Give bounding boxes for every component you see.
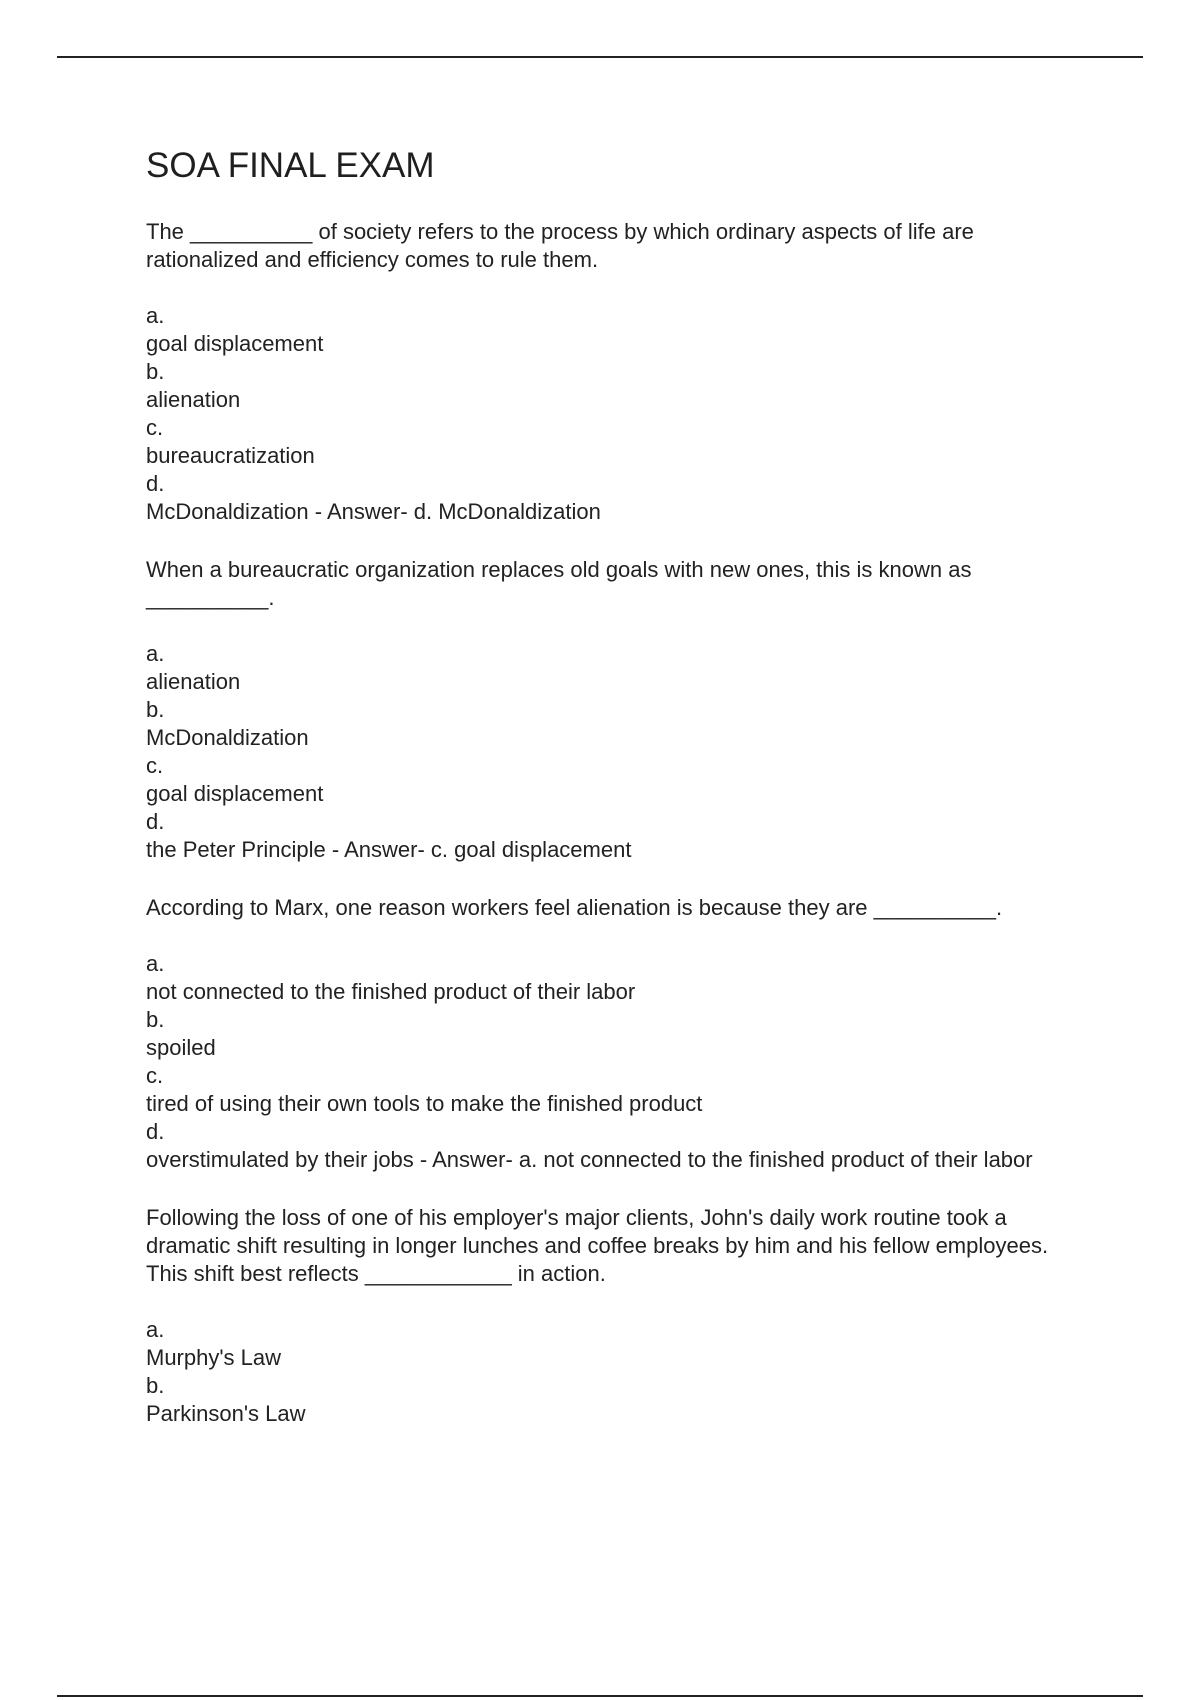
bottom-rule bbox=[57, 1695, 1143, 1697]
option-letter: d. bbox=[146, 471, 165, 496]
option-letter: d. bbox=[146, 809, 165, 834]
question-stem: Following the loss of one of his employer's major clients, John's daily work routine took a dramatic shift resulting in longer lunches and coffee breaks by him and his fellow employees. This shift best reflects ____________ in action. bbox=[146, 1205, 1049, 1286]
option-text: bureaucratization bbox=[146, 443, 315, 468]
option-text: Murphy's Law bbox=[146, 1345, 282, 1370]
option-letter: a. bbox=[146, 1317, 165, 1342]
option-text: alienation bbox=[146, 387, 241, 412]
option-letter: c. bbox=[146, 753, 164, 778]
option-letter: b. bbox=[146, 359, 165, 384]
question-1 bbox=[146, 218, 1091, 526]
option-letter: d. bbox=[146, 1119, 165, 1144]
option-text: goal displacement bbox=[146, 781, 324, 806]
page-title: SOA FINAL EXAM bbox=[146, 146, 435, 185]
option-text: Parkinson's Law bbox=[146, 1401, 306, 1426]
option-text: goal displacement bbox=[146, 331, 324, 356]
question-stem: According to Marx, one reason workers feel alienation is because they are __________. bbox=[146, 895, 1003, 920]
top-rule bbox=[57, 56, 1143, 58]
question-4 bbox=[146, 1204, 1091, 1428]
question-stem: When a bureaucratic organization replaces old goals with new ones, this is known as __________. bbox=[146, 557, 972, 610]
question-2 bbox=[146, 556, 1091, 864]
option-text: McDonaldization bbox=[146, 725, 309, 750]
option-text-with-answer: overstimulated by their jobs - Answer- a. not connected to the finished product of their labor bbox=[146, 1147, 1033, 1172]
option-letter: b. bbox=[146, 1007, 165, 1032]
option-text-with-answer: McDonaldization - Answer- d. McDonaldization bbox=[146, 499, 601, 524]
option-letter: a. bbox=[146, 951, 165, 976]
option-text: not connected to the finished product of their labor bbox=[146, 979, 636, 1004]
option-text-with-answer: the Peter Principle - Answer- c. goal displacement bbox=[146, 837, 632, 862]
option-letter: b. bbox=[146, 1373, 165, 1398]
option-letter: b. bbox=[146, 697, 165, 722]
question-stem: The __________ of society refers to the process by which ordinary aspects of life are rationalized and efficiency comes to rule them. bbox=[146, 219, 974, 272]
option-text: spoiled bbox=[146, 1035, 216, 1060]
option-text: tired of using their own tools to make the finished product bbox=[146, 1091, 703, 1116]
option-letter: c. bbox=[146, 415, 164, 440]
option-text: alienation bbox=[146, 669, 241, 694]
question-3 bbox=[146, 894, 1091, 1174]
option-letter: c. bbox=[146, 1063, 164, 1088]
option-letter: a. bbox=[146, 303, 165, 328]
exam-page bbox=[146, 142, 1091, 1458]
option-letter: a. bbox=[146, 641, 165, 666]
